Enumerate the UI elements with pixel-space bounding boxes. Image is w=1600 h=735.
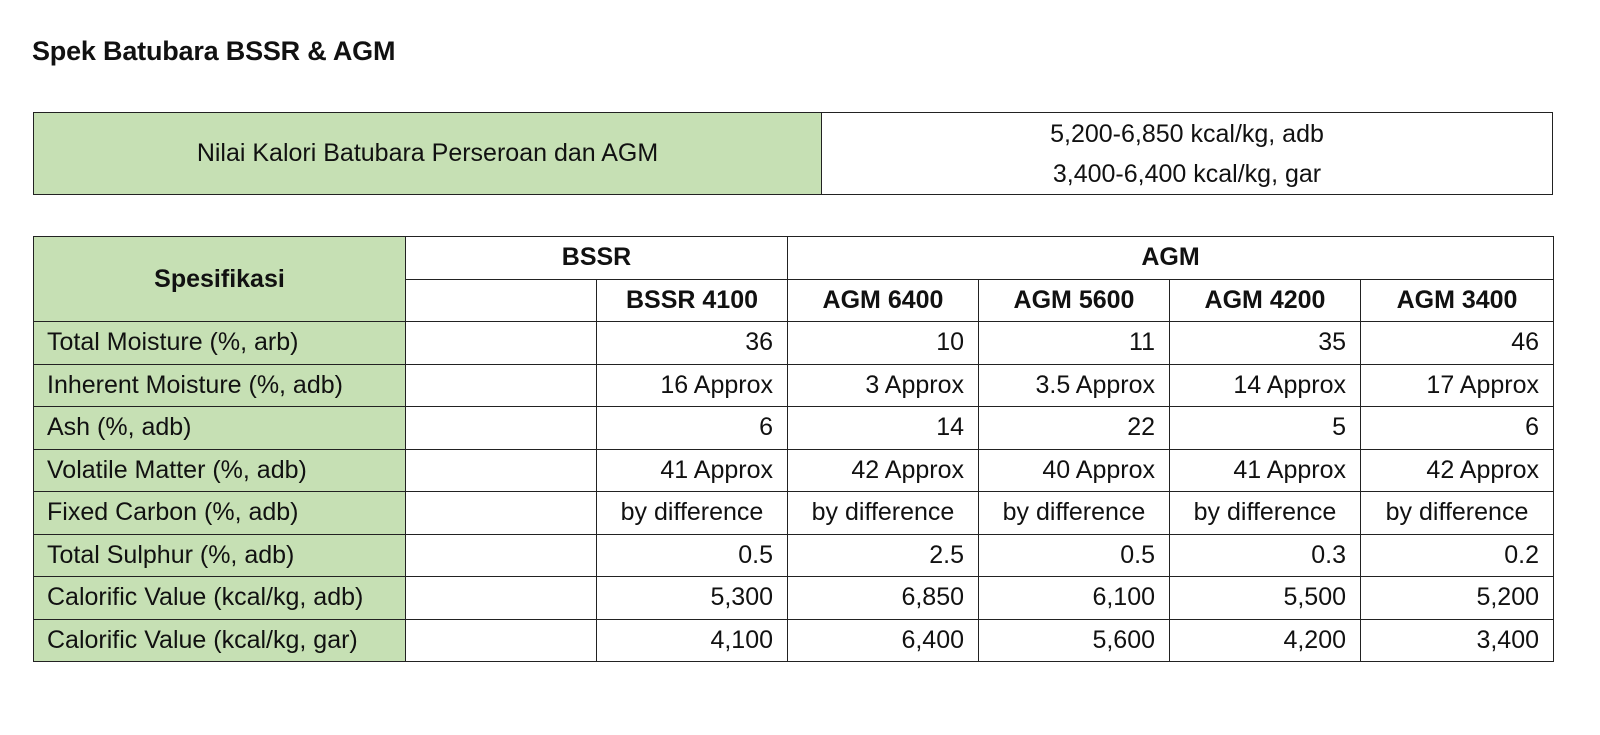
table-cell: 42 Approx — [1361, 449, 1554, 492]
table-cell: 3.5 Approx — [979, 364, 1170, 407]
table-row — [34, 364, 1554, 407]
summary-row — [34, 113, 1553, 195]
column-header: BSSR 4100 — [597, 279, 788, 322]
table-cell: 6,100 — [979, 577, 1170, 620]
column-header: AGM 4200 — [1170, 279, 1361, 322]
summary-value-adb: 5,200-6,850 kcal/kg, adb — [1050, 119, 1324, 148]
blank-cell — [406, 449, 597, 492]
table-cell: 4,100 — [597, 619, 788, 662]
group-header-agm: AGM — [788, 237, 1554, 280]
row-label: Inherent Moisture (%, adb) — [34, 364, 406, 407]
blank-header-cell — [406, 279, 597, 322]
table-cell: 5,200 — [1361, 577, 1554, 620]
table-row — [34, 534, 1554, 577]
blank-cell — [406, 364, 597, 407]
table-cell: 2.5 — [788, 534, 979, 577]
table-cell: 35 — [1170, 322, 1361, 365]
table-cell: 5,300 — [597, 577, 788, 620]
table-cell: by difference — [979, 492, 1170, 535]
blank-cell — [406, 619, 597, 662]
table-cell: by difference — [597, 492, 788, 535]
row-label: Total Sulphur (%, adb) — [34, 534, 406, 577]
table-cell: 6 — [597, 407, 788, 450]
table-row — [34, 449, 1554, 492]
table-cell: 6 — [1361, 407, 1554, 450]
table-cell: 40 Approx — [979, 449, 1170, 492]
table-row — [34, 577, 1554, 620]
table-cell: 14 — [788, 407, 979, 450]
table-cell: 0.2 — [1361, 534, 1554, 577]
row-label: Calorific Value (kcal/kg, gar) — [34, 619, 406, 662]
table-cell: 5,600 — [979, 619, 1170, 662]
page-title: Spek Batubara BSSR & AGM — [32, 36, 396, 66]
column-header: AGM 5600 — [979, 279, 1170, 322]
row-label: Volatile Matter (%, adb) — [34, 449, 406, 492]
table-cell: 0.3 — [1170, 534, 1361, 577]
row-label: Ash (%, adb) — [34, 407, 406, 450]
table-cell: 3,400 — [1361, 619, 1554, 662]
table-cell: 0.5 — [979, 534, 1170, 577]
table-cell: 6,850 — [788, 577, 979, 620]
row-label: Calorific Value (kcal/kg, adb) — [34, 577, 406, 620]
blank-cell — [406, 534, 597, 577]
group-header-row — [34, 237, 1554, 280]
table-cell: 0.5 — [597, 534, 788, 577]
table-cell: 42 Approx — [788, 449, 979, 492]
row-label: Total Moisture (%, arb) — [34, 322, 406, 365]
blank-cell — [406, 492, 597, 535]
table-cell: 3 Approx — [788, 364, 979, 407]
table-cell: 16 Approx — [597, 364, 788, 407]
table-cell: 22 — [979, 407, 1170, 450]
table-cell: 11 — [979, 322, 1170, 365]
spec-header: Spesifikasi — [34, 237, 406, 322]
calorific-summary-table — [33, 112, 1553, 195]
table-cell: by difference — [1361, 492, 1554, 535]
table-cell: 17 Approx — [1361, 364, 1554, 407]
table-cell: by difference — [788, 492, 979, 535]
group-header-bssr: BSSR — [406, 237, 788, 280]
blank-cell — [406, 407, 597, 450]
summary-label: Nilai Kalori Batubara Perseroan dan AGM — [34, 113, 822, 195]
table-cell: 4,200 — [1170, 619, 1361, 662]
spec-table — [33, 236, 1554, 662]
table-cell: 5,500 — [1170, 577, 1361, 620]
table-cell: 6,400 — [788, 619, 979, 662]
table-row — [34, 407, 1554, 450]
spec-table-body — [34, 322, 1554, 662]
blank-cell — [406, 322, 597, 365]
table-cell: 10 — [788, 322, 979, 365]
table-row — [34, 322, 1554, 365]
table-cell: 36 — [597, 322, 788, 365]
table-row — [34, 492, 1554, 535]
table-row — [34, 619, 1554, 662]
summary-value-gar: 3,400-6,400 kcal/kg, gar — [1052, 159, 1322, 188]
column-header: AGM 6400 — [788, 279, 979, 322]
table-cell: 14 Approx — [1170, 364, 1361, 407]
row-label: Fixed Carbon (%, adb) — [34, 492, 406, 535]
summary-values — [822, 113, 1553, 195]
column-header: AGM 3400 — [1361, 279, 1554, 322]
table-cell: 5 — [1170, 407, 1361, 450]
table-cell: 41 Approx — [1170, 449, 1361, 492]
table-cell: 41 Approx — [597, 449, 788, 492]
table-cell: by difference — [1170, 492, 1361, 535]
blank-cell — [406, 577, 597, 620]
table-cell: 46 — [1361, 322, 1554, 365]
